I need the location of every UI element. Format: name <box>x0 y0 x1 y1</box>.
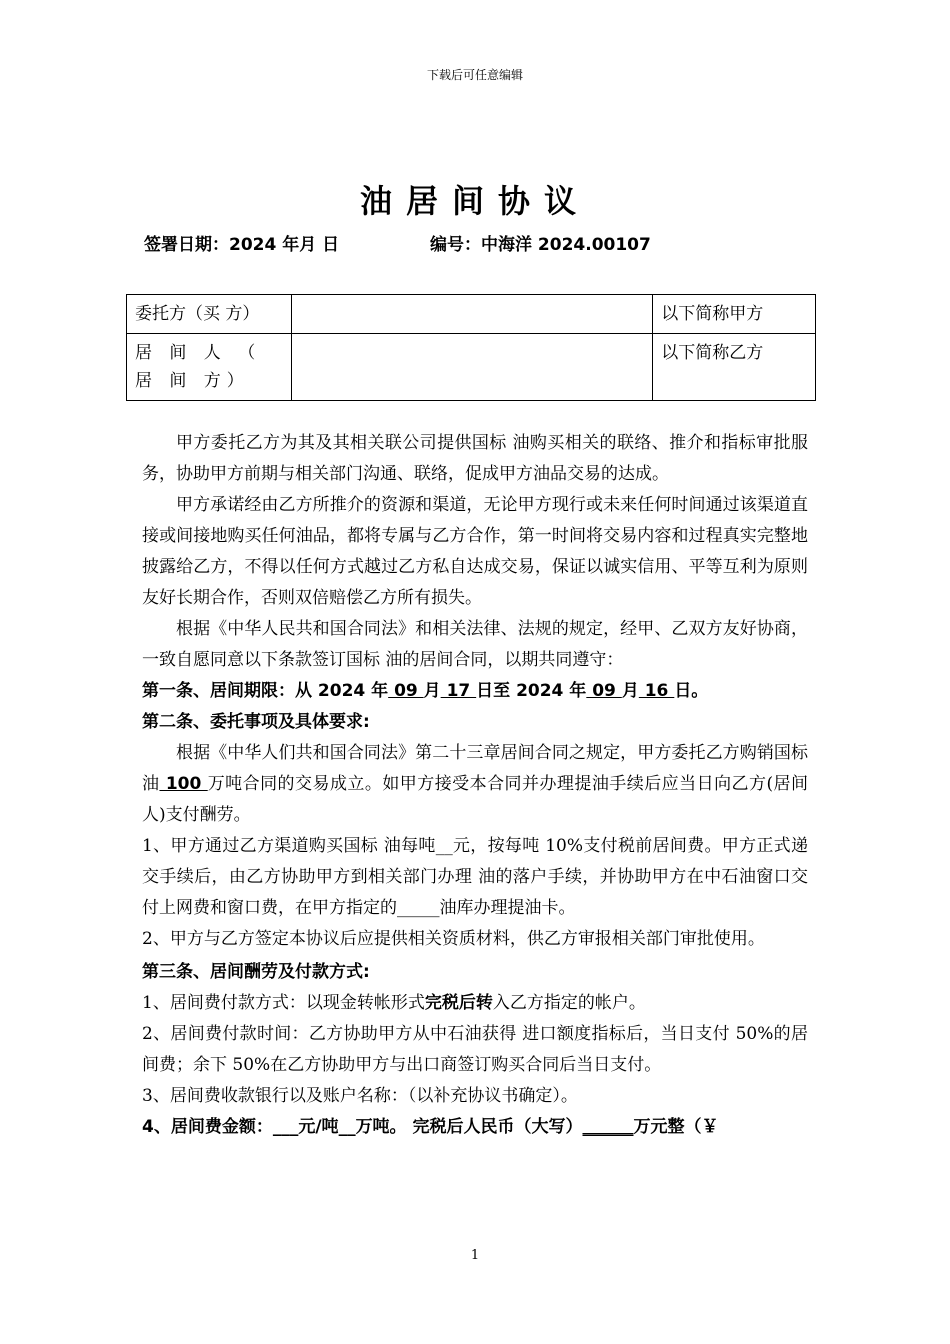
item-text: 4、居间费金额： <box>142 1117 273 1137</box>
price-blank: __ <box>435 836 453 856</box>
article-2-text: 根据《中华人们共和国合同法》第二十三章居间合同之规定，甲方委托乙方购销国标 油 <box>142 743 808 794</box>
item-text: 万吨。 <box>355 1117 407 1137</box>
article-3-item-1 <box>142 988 808 1019</box>
broker-alias: 以下简称乙方 <box>653 334 816 401</box>
client-label: 委托方（买 方） <box>127 295 292 334</box>
parties-table <box>126 294 816 401</box>
article-2-item-1 <box>142 831 808 924</box>
contract-number: 编号：中海洋 2024.00107 <box>430 235 651 255</box>
article-2-paragraph <box>142 738 808 831</box>
client-alias: 以下简称甲方 <box>653 295 816 334</box>
article-1-prefix: 第一条、居间期限：从 2024 年 <box>142 681 389 701</box>
document-title: 油居间协议 <box>359 182 590 220</box>
fee-blank: ___ <box>272 1117 299 1137</box>
article-2-title: 第二条、委托事项及具体要求: <box>142 712 370 732</box>
header-note: 下载后可任意编辑 <box>426 68 523 82</box>
item-text: 元/吨 <box>298 1117 339 1137</box>
article-1-text: 月 <box>423 681 441 701</box>
agreement-body <box>142 428 808 1143</box>
tonnage-blank: __ <box>338 1117 356 1137</box>
item-text: 1、居间费付款方式：以现金转帐形式 <box>142 993 425 1013</box>
broker-label: 居 间 人 （ 居 间 方） <box>127 334 292 401</box>
paragraph-commitment: 甲方承诺经由乙方所推介的资源和渠道，无论甲方现行或未来任何时间通过该渠道直接或间接地购买任何油品，都将专属与乙方合作，第一时间将交易内容和过程真实完整地披露给乙方，不得以任何方式越过乙方私自达成交易，保证以诚实信用、平等互利为原则友好长期合作，否则双倍赔偿乙方所有损失。 <box>142 495 808 608</box>
article-3-item-4 <box>142 1112 808 1143</box>
article-1-text: 日。 <box>674 681 709 701</box>
client-value <box>291 295 652 334</box>
amount-blank: ______ <box>582 1117 634 1137</box>
end-month: 09 <box>586 681 622 701</box>
article-3-title: 第三条、居间酬劳及付款方式: <box>142 962 370 982</box>
article-3-item-2: 2、居间费付款时间：乙方协助甲方从中石油获得 进口额度指标后，当日支付 50%的居间费；余下 50%在乙方协助甲方与出口商签订购买合同后当日支付。 <box>142 1024 808 1075</box>
item-bold-text: 完税后转 <box>424 993 493 1013</box>
page-number: 1 <box>470 1248 480 1263</box>
item-text: 入乙方指定的帐户。 <box>492 993 646 1013</box>
paragraph-intro: 甲方委托乙方为其及其相关联公司提供国标 油购买相关的联络、推介和指标审批服务，协助甲方前期与相关部门沟通、联络，促成甲方油品交易的达成。 <box>142 433 808 484</box>
depot-blank: _____ <box>397 898 440 918</box>
article-1-text: 月 <box>621 681 639 701</box>
article-2-item-2: 2、甲方与乙方签定本协议后应提供相关资质材料，供乙方审报相关部门审批使用。 <box>142 929 765 949</box>
article-1-text: 日至 2024 年 <box>476 681 587 701</box>
party-row-broker <box>127 334 816 401</box>
party-row-client <box>127 295 816 334</box>
item-text: 元，按每吨 10%支付税前居间费。甲方正式递交手续后，由乙方协助甲方到相关部门办理 油的落户手续，并协助甲方在中石油窗口交付上网费和窗口费，在甲方指定的 <box>142 836 808 918</box>
item-text: 1、甲方通过乙方渠道购买国标 油每吨 <box>142 836 436 856</box>
article-3-item-3: 3、居间费收款银行以及账户名称：（以补充协议书确定）。 <box>142 1086 578 1106</box>
item-text: 油库办理提油卡。 <box>439 898 576 918</box>
end-day: 16 <box>638 681 675 701</box>
quantity-value: 100 <box>159 774 208 794</box>
item-text: 万元整（￥ <box>633 1117 719 1137</box>
start-day: 17 <box>440 681 477 701</box>
start-month: 09 <box>388 681 424 701</box>
paragraph-legal-basis: 根据《中华人民共和国合同法》和相关法律、法规的规定，经甲、乙双方友好协商，一致自愿同意以下条款签订国标 油的居间合同，以期共同遵守： <box>142 619 808 670</box>
sign-date: 签署日期：2024 年月 日 <box>144 235 340 255</box>
article-1 <box>142 676 808 707</box>
broker-value <box>291 334 652 401</box>
item-text: 完税后人民币（大写） <box>412 1117 583 1137</box>
article-2-text: 万吨合同的交易成立。如甲方接受本合同并办理提油手续后应当日向乙方(居间人)支付酬劳。 <box>142 774 808 825</box>
